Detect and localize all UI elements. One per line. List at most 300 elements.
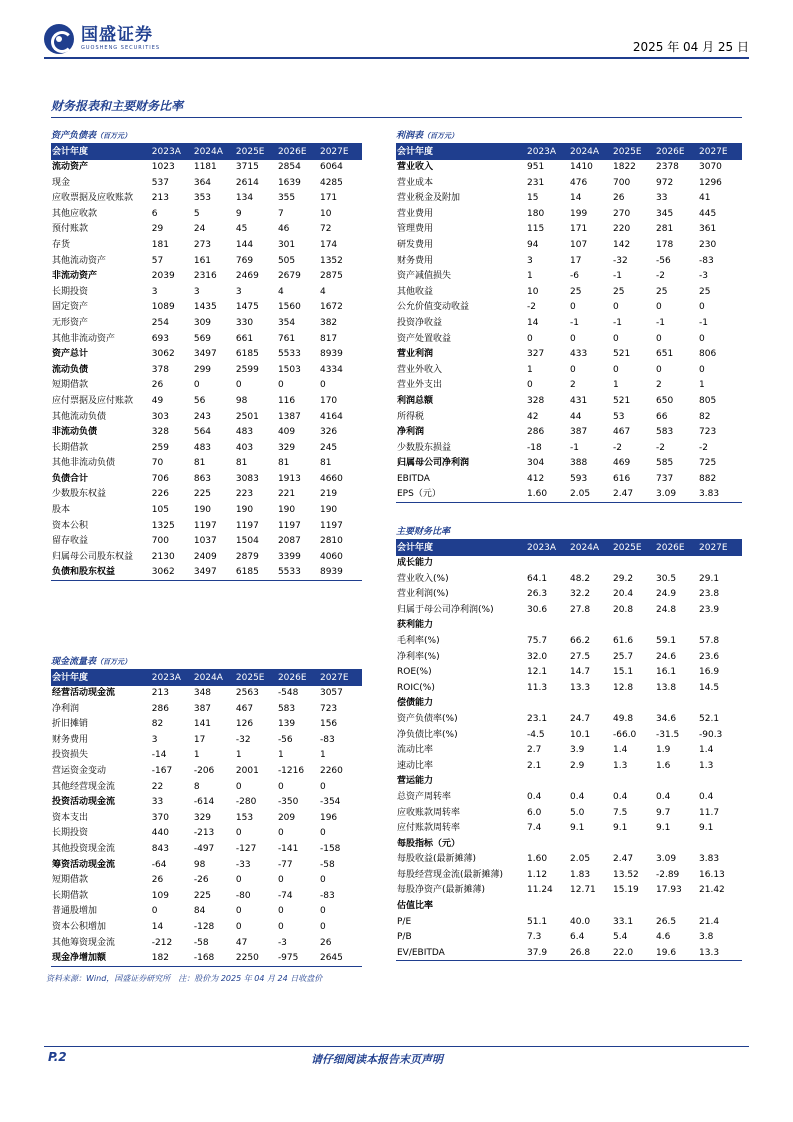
row-value: 328 [527, 395, 545, 406]
row-value [570, 774, 613, 790]
table-row [51, 456, 362, 472]
row-value: 2810 [319, 536, 343, 547]
row-value: 29.2 [613, 573, 634, 584]
row-value: 1.12 [527, 869, 548, 880]
row-value: -1 [699, 317, 708, 328]
column-header: 2023A [527, 147, 557, 157]
row-value: -354 [319, 797, 341, 808]
row-value: 142 [613, 239, 631, 250]
row-value: 2378 [656, 162, 679, 172]
row-value: 174 [319, 239, 338, 250]
row-value: 2854 [277, 162, 301, 172]
row-value [613, 696, 656, 712]
row-label: 成长能力 [397, 558, 434, 568]
row-value: -1216 [277, 765, 305, 776]
row-value: -1 [613, 271, 622, 282]
column-header: 2023A [151, 147, 181, 157]
table-row [396, 681, 742, 697]
row-label: 投资净收益 [397, 317, 443, 328]
row-label: 折旧摊销 [52, 719, 89, 730]
row-value: 0 [656, 302, 662, 313]
row-value: -32 [235, 734, 251, 745]
table-row [396, 176, 742, 192]
row-label: 无形资产 [52, 317, 89, 328]
column-header: 2025E [613, 147, 642, 157]
row-value: 29.1 [699, 573, 720, 584]
row-value: 1 [277, 750, 284, 761]
row-value: 301 [277, 239, 296, 250]
row-value: 1352 [319, 255, 343, 266]
row-value: 245 [319, 442, 338, 453]
row-value: 467 [235, 703, 254, 714]
row-label: 流动资产 [52, 162, 89, 172]
row-value: 2250 [235, 953, 259, 964]
row-value: -4.5 [527, 729, 545, 740]
row-value: 4060 [319, 551, 343, 562]
row-value: 388 [570, 458, 588, 469]
row-value: 15.1 [613, 667, 634, 678]
row-label: 营运能力 [397, 776, 434, 787]
row-value: 1.4 [613, 745, 628, 756]
row-value: 219 [319, 489, 338, 500]
row-value: 0 [235, 906, 242, 917]
row-value: 1089 [151, 302, 175, 313]
table-row [396, 821, 742, 837]
row-label: 营业外收入 [397, 364, 443, 375]
row-value: 16.13 [699, 869, 725, 880]
row-value: 3 [527, 255, 533, 266]
row-value: 1822 [613, 162, 636, 172]
section-divider [51, 117, 742, 118]
row-value: 1 [319, 750, 326, 761]
row-value: 190 [319, 505, 338, 516]
row-value: 23.9 [699, 604, 720, 615]
row-value: 3.8 [699, 932, 714, 943]
table-title-text: 利润表 [396, 131, 424, 141]
table-title [51, 654, 362, 670]
row-label: 财务费用 [397, 255, 434, 266]
row-label: 营业费用 [397, 208, 434, 219]
row-value: 4 [319, 286, 326, 297]
row-value: 2875 [319, 271, 343, 282]
row-value: 2.9 [570, 760, 585, 771]
table-row [51, 300, 362, 316]
row-value: 3.09 [656, 489, 677, 500]
row-value: 299 [193, 364, 212, 375]
row-value: 972 [656, 177, 674, 188]
row-value: -350 [277, 797, 299, 808]
table-row [51, 702, 362, 718]
table-row [396, 363, 742, 379]
row-value: 1387 [277, 411, 301, 422]
table-row [396, 759, 742, 775]
row-value: 254 [151, 317, 169, 328]
row-value: 57.8 [699, 635, 720, 646]
row-value: 37.9 [527, 947, 548, 958]
row-value: 9.1 [656, 823, 671, 834]
row-value [656, 774, 699, 790]
row-label: 净利润 [52, 703, 80, 714]
row-value: 1504 [235, 536, 259, 547]
row-label: 现金 [52, 177, 71, 188]
table-row [51, 764, 362, 780]
row-value: 1 [613, 380, 619, 391]
row-value: 2.47 [613, 489, 634, 500]
table-row [51, 332, 362, 348]
row-label: 营业利润 [397, 349, 434, 360]
row-value: 33 [151, 797, 164, 808]
row-value: 16.1 [656, 667, 677, 678]
row-value: 209 [277, 812, 296, 823]
row-value: 817 [319, 333, 338, 344]
row-value: 0 [235, 875, 242, 886]
row-value: 1.3 [699, 760, 714, 771]
row-value: 126 [235, 719, 254, 730]
row-value: 3 [151, 286, 158, 297]
row-value: 281 [656, 224, 674, 235]
table-row [396, 665, 742, 681]
row-value [699, 899, 742, 915]
row-value: 7.5 [613, 807, 628, 818]
row-label: 速动比率 [397, 760, 434, 771]
table-row [396, 410, 742, 426]
row-value: -2.89 [656, 869, 680, 880]
table-row [396, 852, 742, 868]
row-value: 650 [656, 395, 674, 406]
row-value: 761 [277, 333, 296, 344]
row-value: 4 [277, 286, 284, 297]
row-label: 存货 [52, 239, 71, 250]
row-label: P/E [397, 916, 412, 927]
row-value: -1 [656, 317, 665, 328]
row-value: 2.47 [613, 854, 634, 865]
row-value: -2 [613, 442, 622, 453]
row-value: 230 [699, 239, 717, 250]
row-value: 0 [235, 828, 242, 839]
row-label: 其他收益 [397, 286, 434, 297]
table-row [396, 915, 742, 931]
table-row [51, 748, 362, 764]
row-value: -83 [699, 255, 714, 266]
row-value: 1435 [193, 302, 217, 313]
column-header: 2024A [193, 147, 223, 157]
row-value: 725 [699, 458, 717, 469]
row-value: 225 [193, 890, 212, 901]
table-row [396, 634, 742, 650]
row-value: 4285 [319, 177, 343, 188]
row-value: 24 [193, 224, 206, 235]
row-label: 研发费用 [397, 239, 434, 250]
row-value: 1 [235, 750, 242, 761]
row-value: 2001 [235, 765, 259, 776]
row-value: 17 [570, 255, 582, 266]
row-value: 469 [613, 458, 631, 469]
row-value [699, 696, 742, 712]
row-label: 营业成本 [397, 177, 434, 188]
table-row [51, 842, 362, 858]
row-value: 20.8 [613, 604, 634, 615]
row-value [656, 556, 699, 572]
row-value: 40.0 [570, 916, 591, 927]
row-value: 19.6 [656, 947, 677, 958]
row-value: 33.1 [613, 916, 634, 927]
row-value: -141 [277, 843, 299, 854]
table-row [396, 618, 742, 634]
row-value: 23.1 [527, 713, 548, 724]
row-value: 0 [699, 364, 705, 375]
row-label: 毛利率(%) [397, 635, 440, 646]
row-value [613, 899, 656, 915]
row-value: 26 [319, 937, 332, 948]
row-value [527, 837, 570, 853]
table-row [51, 503, 362, 519]
row-value: -74 [277, 890, 293, 901]
row-value: 1475 [235, 302, 259, 313]
row-label: 流动比率 [397, 745, 434, 756]
table-row [51, 565, 362, 581]
row-value [570, 899, 613, 915]
row-value: 82 [699, 411, 711, 422]
table-row [396, 603, 742, 619]
row-value: 361 [699, 224, 717, 235]
row-value [699, 837, 742, 853]
row-label: ROIC(%) [397, 682, 435, 693]
row-value: 882 [699, 473, 717, 484]
row-label: 投资活动现金流 [52, 797, 116, 808]
cash-flow-table [51, 654, 362, 967]
row-value: 0 [319, 781, 326, 792]
row-value: 1197 [319, 520, 343, 531]
row-value: 843 [151, 843, 169, 854]
row-value: 3.83 [699, 854, 720, 865]
table-row [51, 686, 362, 702]
row-value: 243 [193, 411, 212, 422]
row-value: 223 [235, 489, 254, 500]
row-value: 445 [699, 208, 717, 219]
table-row [51, 873, 362, 889]
footer-disclaimer: 请仔细阅读本报告末页声明 [311, 1053, 443, 1066]
column-header: 2025E [235, 673, 265, 683]
row-value: 6 [151, 208, 158, 219]
row-label: 负债和股东权益 [52, 567, 116, 578]
row-value: -206 [193, 765, 215, 776]
row-value: 0 [277, 921, 284, 932]
row-value: 585 [656, 458, 674, 469]
table-header-row [396, 540, 742, 556]
row-value [613, 618, 656, 634]
row-value: 304 [527, 458, 545, 469]
table-row [51, 951, 362, 967]
row-value: -14 [151, 750, 167, 761]
row-value: 2469 [235, 271, 259, 282]
row-value: 0 [319, 875, 326, 886]
row-value: 5.0 [570, 807, 585, 818]
table-row [51, 811, 362, 827]
row-value: 706 [151, 473, 169, 484]
row-value: 156 [319, 719, 338, 730]
row-value: 9.1 [699, 823, 714, 834]
row-value: 26.3 [527, 589, 548, 600]
row-value: 378 [151, 364, 169, 375]
row-value: 651 [656, 349, 674, 360]
row-label: 归属母公司净利润 [397, 458, 470, 469]
row-label: 应付账款周转率 [397, 823, 461, 834]
column-header: 2027E [699, 543, 728, 553]
row-value: 3 [193, 286, 200, 297]
row-label: 营业收入(%) [397, 573, 449, 584]
row-label: 长期投资 [52, 286, 89, 297]
row-value: 0 [570, 364, 576, 375]
row-value: 181 [151, 239, 169, 250]
row-value: -167 [151, 765, 173, 776]
row-value: 94 [527, 239, 539, 250]
row-value: 329 [193, 812, 212, 823]
row-value: 483 [193, 442, 212, 453]
row-value [699, 556, 742, 572]
row-value: 616 [613, 473, 631, 484]
row-value: 153 [235, 812, 254, 823]
row-value: 6064 [319, 162, 343, 172]
row-value [656, 899, 699, 915]
row-value: 476 [570, 177, 588, 188]
row-label: 资产总计 [52, 349, 89, 360]
row-value: 8 [193, 781, 200, 792]
row-value: 0 [277, 828, 284, 839]
row-value: 0 [613, 302, 619, 313]
row-value: 1.4 [699, 745, 714, 756]
row-value: 13.8 [656, 682, 677, 693]
row-value: -158 [319, 843, 341, 854]
row-value: 433 [570, 349, 588, 360]
row-label: 估值比率 [397, 901, 434, 912]
row-label: 非流动资产 [52, 271, 98, 282]
row-value: 139 [277, 719, 296, 730]
column-header: 会计年度 [397, 543, 434, 553]
row-value: 30.6 [527, 604, 548, 615]
row-value: 348 [193, 688, 212, 698]
row-value: 273 [193, 239, 212, 250]
row-value: 412 [527, 473, 545, 484]
table-row [396, 238, 742, 254]
row-value: -548 [277, 688, 299, 698]
row-label: 资产处置收益 [397, 333, 452, 344]
row-label: P/B [397, 932, 412, 943]
table-row [396, 394, 742, 410]
row-value: 328 [151, 427, 169, 438]
row-value: -83 [319, 890, 335, 901]
row-label: 现金净增加额 [52, 953, 107, 964]
table-row [396, 300, 742, 316]
row-value: 7.3 [527, 932, 542, 943]
income-statement-table [396, 128, 742, 503]
guosheng-logo-icon [44, 24, 74, 54]
row-value: 345 [656, 208, 674, 219]
table-row [51, 717, 362, 733]
row-value: 23.8 [699, 589, 720, 600]
row-value [527, 618, 570, 634]
row-value: 34.6 [656, 713, 677, 724]
row-label: 每股净资产(最新摊薄) [397, 885, 486, 896]
row-label: 营业利润(%) [397, 589, 449, 600]
row-label: 负债合计 [52, 473, 89, 484]
row-value: -80 [235, 890, 251, 901]
row-value: 51.1 [527, 916, 548, 927]
financial-ratios-table [396, 524, 742, 961]
row-value: -58 [193, 937, 209, 948]
row-value: 382 [319, 317, 338, 328]
row-label: 其他筹资现金流 [52, 937, 116, 948]
row-value: 431 [570, 395, 588, 406]
row-label: 少数股东损益 [397, 442, 452, 453]
row-value: 700 [613, 177, 631, 188]
row-value: 1.60 [527, 854, 548, 865]
row-value: 1913 [277, 473, 301, 484]
table-header-row [51, 144, 362, 160]
table-row [396, 743, 742, 759]
row-value: 47 [235, 937, 248, 948]
row-value: 3062 [151, 349, 175, 360]
row-value: 196 [319, 812, 338, 823]
row-value: 693 [151, 333, 169, 344]
table-row [396, 316, 742, 332]
row-label: 其他流动负债 [52, 411, 107, 422]
row-value: 483 [235, 427, 254, 438]
row-value: 84 [193, 906, 206, 917]
row-value: 521 [613, 395, 631, 406]
table-row [396, 930, 742, 946]
table-row [51, 238, 362, 254]
row-value: 2563 [235, 688, 259, 698]
column-header: 2026E [656, 543, 685, 553]
table-row [396, 254, 742, 270]
row-value: 951 [527, 162, 545, 172]
row-value: 1181 [193, 162, 217, 172]
table-row [396, 868, 742, 884]
table-row [51, 394, 362, 410]
row-value: 226 [151, 489, 169, 500]
row-value: 190 [193, 505, 212, 516]
table-row [51, 410, 362, 426]
row-value: 0 [319, 906, 326, 917]
row-value: -6 [570, 271, 579, 282]
row-value: 8939 [319, 567, 343, 578]
row-value: 116 [277, 395, 296, 406]
row-value: -2 [699, 442, 708, 453]
row-value: -168 [193, 953, 215, 964]
row-value: 0.4 [656, 791, 671, 802]
table-row [51, 207, 362, 223]
row-value: 24.8 [656, 604, 677, 615]
row-value: -1 [570, 442, 579, 453]
row-value: 15 [527, 193, 539, 204]
row-value: 25.7 [613, 651, 634, 662]
row-value: 49.8 [613, 713, 634, 724]
row-value: 3 [235, 286, 242, 297]
table-row [396, 806, 742, 822]
row-value: -31.5 [656, 729, 680, 740]
row-value: 583 [277, 703, 296, 714]
column-header: 2024A [570, 147, 600, 157]
row-value: 11.3 [527, 682, 548, 693]
row-value: -2 [527, 302, 536, 313]
table-row [396, 269, 742, 285]
row-value: 521 [613, 349, 631, 360]
table-row [51, 316, 362, 332]
row-label: 营运资金变动 [52, 765, 107, 776]
table-row [51, 363, 362, 379]
table-row [396, 425, 742, 441]
row-value: 3.09 [656, 854, 677, 865]
